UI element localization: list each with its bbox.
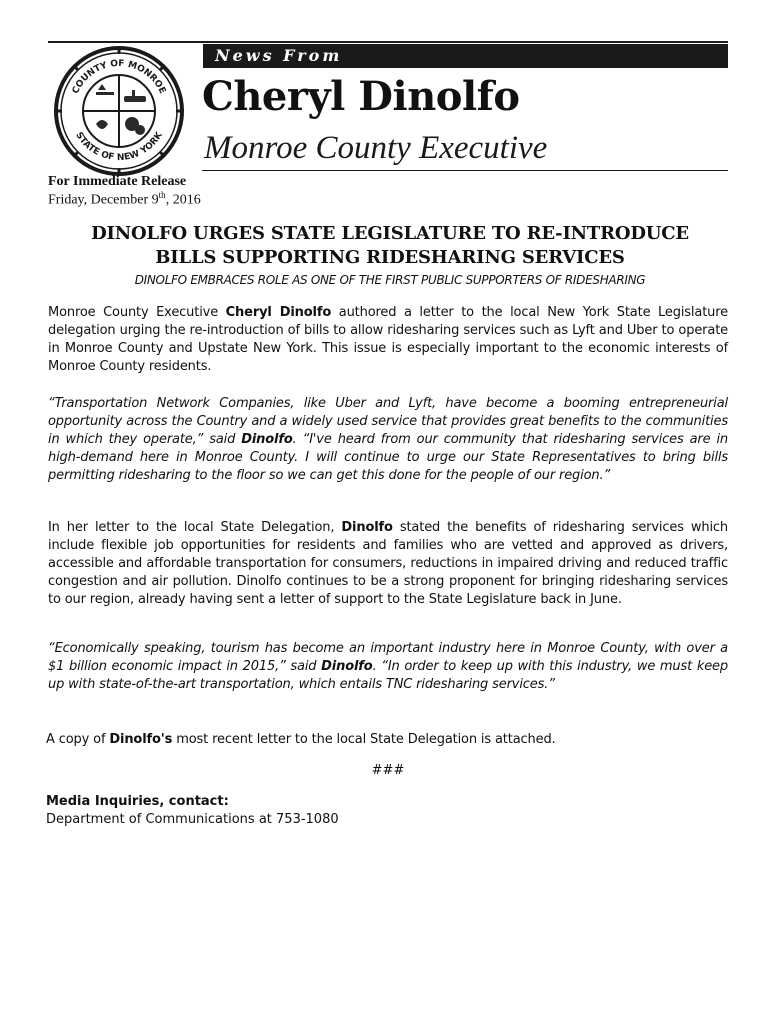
seal-bottom-text: STATE OF NEW YORK	[73, 130, 165, 164]
paragraph-4-text-b: . “In order to keep up with this industry, we must keep up with state-of-the-art transportation, which entails TNC ridesharing services.”	[48, 659, 728, 692]
release-date-prefix: Friday, December 9	[48, 192, 159, 208]
paragraph-2-bold: Dinolfo	[241, 432, 293, 447]
release-date-suffix: th	[158, 190, 166, 200]
paragraph-4-quote	[48, 640, 728, 694]
paragraph-3-text-a: In her letter to the local State Delegation,	[48, 520, 342, 535]
headline-line-1: DINOLFO URGES STATE LEGISLATURE TO RE-INTRODUCE	[91, 223, 689, 244]
paragraph-3-bold: Dinolfo	[341, 520, 393, 535]
paragraph-1-bold: Cheryl Dinolfo	[225, 305, 332, 320]
headline	[40, 222, 740, 270]
letterhead-top-rule	[48, 41, 728, 43]
paragraph-2-text-b: . “I've heard from our community that ridesharing services are in high-demand here in Monroe County. I will continue to urge our State Representatives to bring bills permitting ridesharing to the floor so we can get this done for the people of our region.”	[48, 432, 728, 483]
monroe-county-seal	[52, 44, 186, 178]
end-separator: ###	[371, 763, 405, 778]
paragraph-3	[48, 519, 728, 609]
news-from-banner: News From	[203, 44, 728, 68]
executive-title: Monroe County Executive	[204, 130, 548, 166]
paragraph-5-bold: Dinolfo's	[109, 732, 173, 747]
paragraph-1-text-a: Monroe County Executive	[48, 305, 226, 320]
paragraph-3-text-b: stated the benefits of ridesharing services which include flexible job opportunities for residents and families who are vetted and approved as drivers, accessible and affordable transportation for consumers, reductions in impaired driving and reduced traffic congestion and air pollution. Dinolfo continues to be a strong proponent for bringing ridesharing services to our region, already having sent a letter of support to the State Legislature back in June.	[48, 520, 728, 607]
media-contact: Department of Communications at 753-1080	[46, 812, 339, 827]
headline-line-2: BILLS SUPPORTING RIDESHARING SERVICES	[155, 247, 625, 268]
paragraph-1-text-b: authored a letter to the local New York State Legislature delegation urging the re-introduction of bills to allow ridesharing services such as Lyft and Uber to operate in Monroe County and Upstate New York. This issue is especially important to the economic interests of Monroe County residents.	[48, 305, 728, 374]
subheadline: DINOLFO EMBRACES ROLE AS ONE OF THE FIRST PUBLIC SUPPORTERS OF RIDESHARING	[134, 273, 646, 287]
paragraph-2-text-a: “Transportation Network Companies, like Uber and Lyft, have become a booming entrepreneurial opportunity across the Country and a widely used service that provides great benefits to the communities in which they operate,” said	[48, 396, 728, 447]
paragraph-2-quote	[48, 395, 728, 485]
paragraph-5-text-a: A copy of	[46, 732, 110, 747]
media-inquiries-label: Media Inquiries, contact:	[46, 794, 229, 809]
paragraph-1	[48, 304, 728, 376]
paragraph-4-text-a: “Economically speaking, tourism has become an important industry here in Monroe County, with over a $1 billion economic impact in 2015,” said	[48, 641, 728, 674]
release-date	[48, 188, 201, 208]
release-label: For Immediate Release	[48, 174, 187, 189]
release-date-year: , 2016	[165, 192, 201, 208]
letterhead-bottom-rule	[202, 170, 728, 171]
paragraph-5-text-b: most recent letter to the local State Delegation is attached.	[172, 732, 556, 747]
paragraph-5	[46, 731, 726, 749]
seal-top-text: COUNTY OF MONROE	[70, 58, 168, 96]
paragraph-4-bold: Dinolfo	[321, 659, 373, 674]
executive-name: Cheryl Dinolfo	[202, 73, 520, 120]
